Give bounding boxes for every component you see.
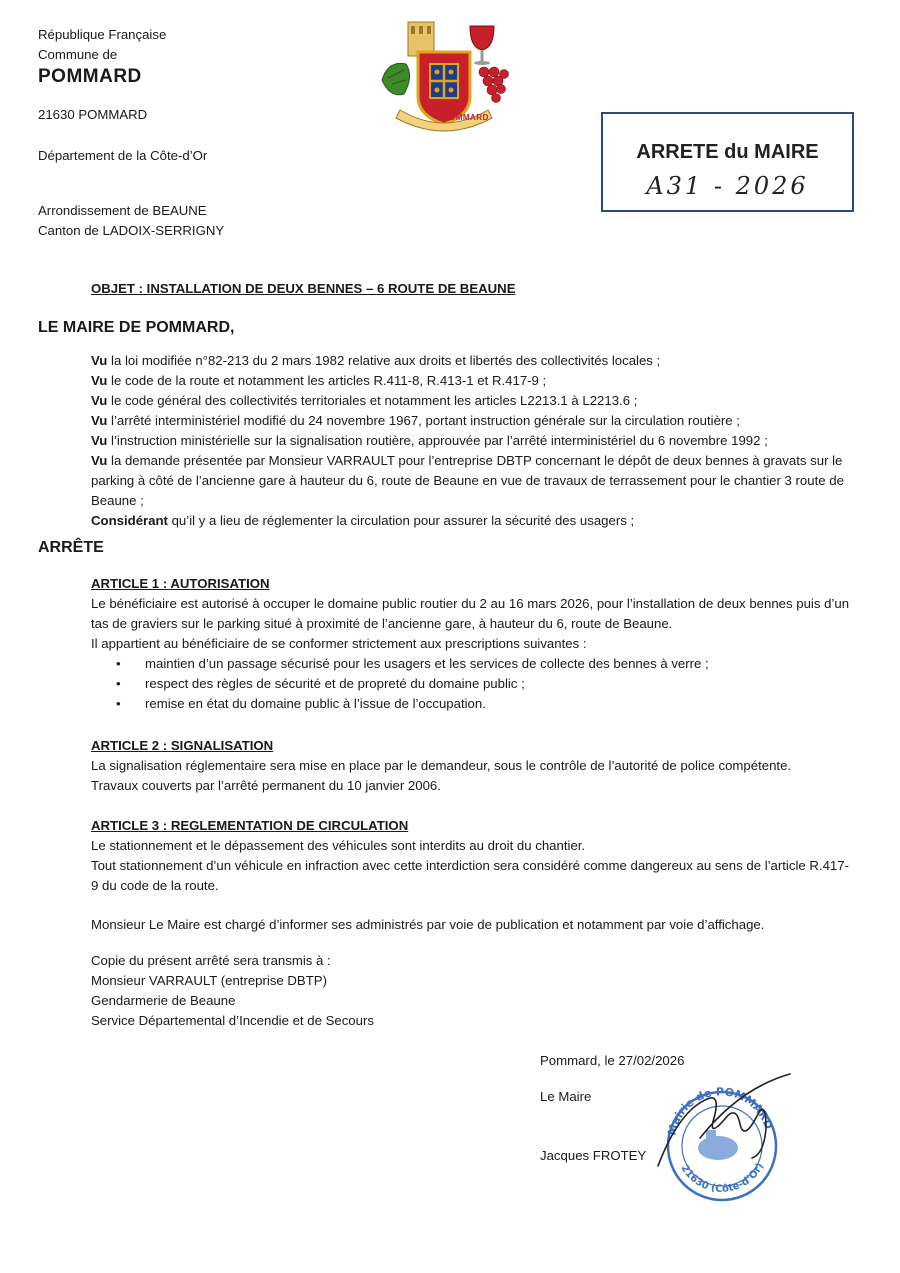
list-item: • remise en état du domaine public à l’issue de l’occupation. bbox=[91, 694, 851, 714]
canton: Canton de LADOIX-SERRIGNY bbox=[38, 223, 225, 238]
consideration-item: Vu la loi modifiée n°82-213 du 2 mars 1982 relative aux droits et libertés des collectivités locales ; bbox=[91, 353, 661, 368]
article-2-paragraph: La signalisation réglementaire sera mise en place par le demandeur, sous le contrôle de l’autorité de police compétente. bbox=[91, 758, 792, 773]
arrete-box bbox=[601, 112, 854, 212]
objet-line: OBJET : INSTALLATION DE DEUX BENNES – 6 ROUTE DE BEAUNE bbox=[91, 281, 516, 296]
consideration-item: Vu le code de la route et notamment les articles R.411-8, R.413-1 et R.417-9 ; bbox=[91, 373, 547, 388]
list-item: • respect des règles de sécurité et de propreté du domaine public ; bbox=[91, 674, 851, 694]
publication-paragraph: Monsieur Le Maire est chargé d’informer ses administrés par voie de publication et notamment par voie d’affichage. bbox=[91, 917, 765, 932]
commune-name: POMMARD bbox=[38, 66, 142, 87]
article-3-paragraph: Tout stationnement d’un véhicule en infraction avec cette interdiction sera considéré comme dangereux au sens de l’article R.417-9 du code de la route. bbox=[91, 858, 849, 893]
departement: Département de la Côte-d’Or bbox=[38, 148, 208, 163]
article-1-bullets bbox=[91, 654, 851, 714]
arrete-number: A31 - 2026 bbox=[646, 172, 809, 200]
header-commune-de: Commune de bbox=[38, 47, 118, 62]
article-1-paragraph: Il appartient au bénéficiaire de se conformer strictement aux prescriptions suivantes : bbox=[91, 636, 587, 651]
stamp-bottom-text: 21630 (Côte-d’Or) bbox=[678, 1161, 767, 1195]
le-maire-heading: LE MAIRE DE POMMARD, bbox=[38, 319, 235, 336]
arrete-heading: ARRÊTE bbox=[38, 539, 104, 556]
header-republique: République Française bbox=[38, 27, 167, 42]
considerations-list bbox=[91, 351, 851, 531]
logo-banner-text: POMMARD bbox=[443, 113, 489, 122]
article-1-title: ARTICLE 1 : AUTORISATION bbox=[91, 576, 270, 591]
article-3-title: ARTICLE 3 : REGLEMENTATION DE CIRCULATION bbox=[91, 818, 409, 833]
copy-recipient: Gendarmerie de Beaune bbox=[91, 993, 236, 1008]
article-2-title: ARTICLE 2 : SIGNALISATION bbox=[91, 738, 274, 753]
article-2-paragraph: Travaux couverts par l’arrêté permanent du 10 janvier 2006. bbox=[91, 778, 441, 793]
copies-block bbox=[91, 951, 851, 1031]
copies-intro: Copie du présent arrêté sera transmis à : bbox=[91, 953, 331, 968]
consideration-item: Considérant qu’il y a lieu de réglementer la circulation pour assurer la sécurité des usagers ; bbox=[91, 513, 635, 528]
consideration-item: Vu le code général des collectivités territoriales et notamment les articles L2213.1 à L2213.6 ; bbox=[91, 393, 638, 408]
article-1-paragraph: Le bénéficiaire est autorisé à occuper le domaine public routier du 2 au 16 mars 2026, pour l’installation de deux bennes puis d’un tas de graviers sur le parking situé à proximité de l’ancienne gare, à hauteur du 6, route de Beaune. bbox=[91, 596, 850, 631]
consideration-item: Vu l’arrêté interministériel modifié du 24 novembre 1967, portant instruction générale sur la circulation routière ; bbox=[91, 413, 740, 428]
article-3 bbox=[91, 816, 851, 896]
signature-name: Jacques FROTEY bbox=[540, 1148, 647, 1163]
signature-role: Le Maire bbox=[540, 1089, 592, 1104]
postal-address: 21630 POMMARD bbox=[38, 107, 148, 122]
arrondissement: Arrondissement de BEAUNE bbox=[38, 203, 207, 218]
consideration-item: Vu l’instruction ministérielle sur la signalisation routière, approuvée par l’arrêté interministériel du 6 novembre 1992 ; bbox=[91, 433, 768, 448]
article-2 bbox=[91, 736, 851, 796]
list-item: • maintien d’un passage sécurisé pour les usagers et les services de collecte des bennes à verre ; bbox=[91, 654, 851, 674]
article-1 bbox=[91, 574, 851, 714]
official-stamp-with-signature bbox=[640, 1068, 800, 1208]
copy-recipient: Service Départemental d’Incendie et de Secours bbox=[91, 1013, 374, 1028]
arrete-title: ARRETE du MAIRE bbox=[636, 141, 819, 163]
stamp-top-text: Mairie de POMMARD bbox=[665, 1085, 776, 1137]
consideration-item: Vu la demande présentée par Monsieur VARRAULT pour l’entreprise DBTP concernant le dépôt de deux bennes à gravats sur le parking à côté de l’ancienne gare à hauteur du 6, route de Beaune en vue de travaux de terrassement pour le chantier 3 route de Beaune ; bbox=[91, 453, 844, 508]
article-3-paragraph: Le stationnement et le dépassement des véhicules sont interdits au droit du chantier. bbox=[91, 838, 586, 853]
place-date: Pommard, le 27/02/2026 bbox=[540, 1053, 685, 1068]
copy-recipient: Monsieur VARRAULT (entreprise DBTP) bbox=[91, 973, 327, 988]
